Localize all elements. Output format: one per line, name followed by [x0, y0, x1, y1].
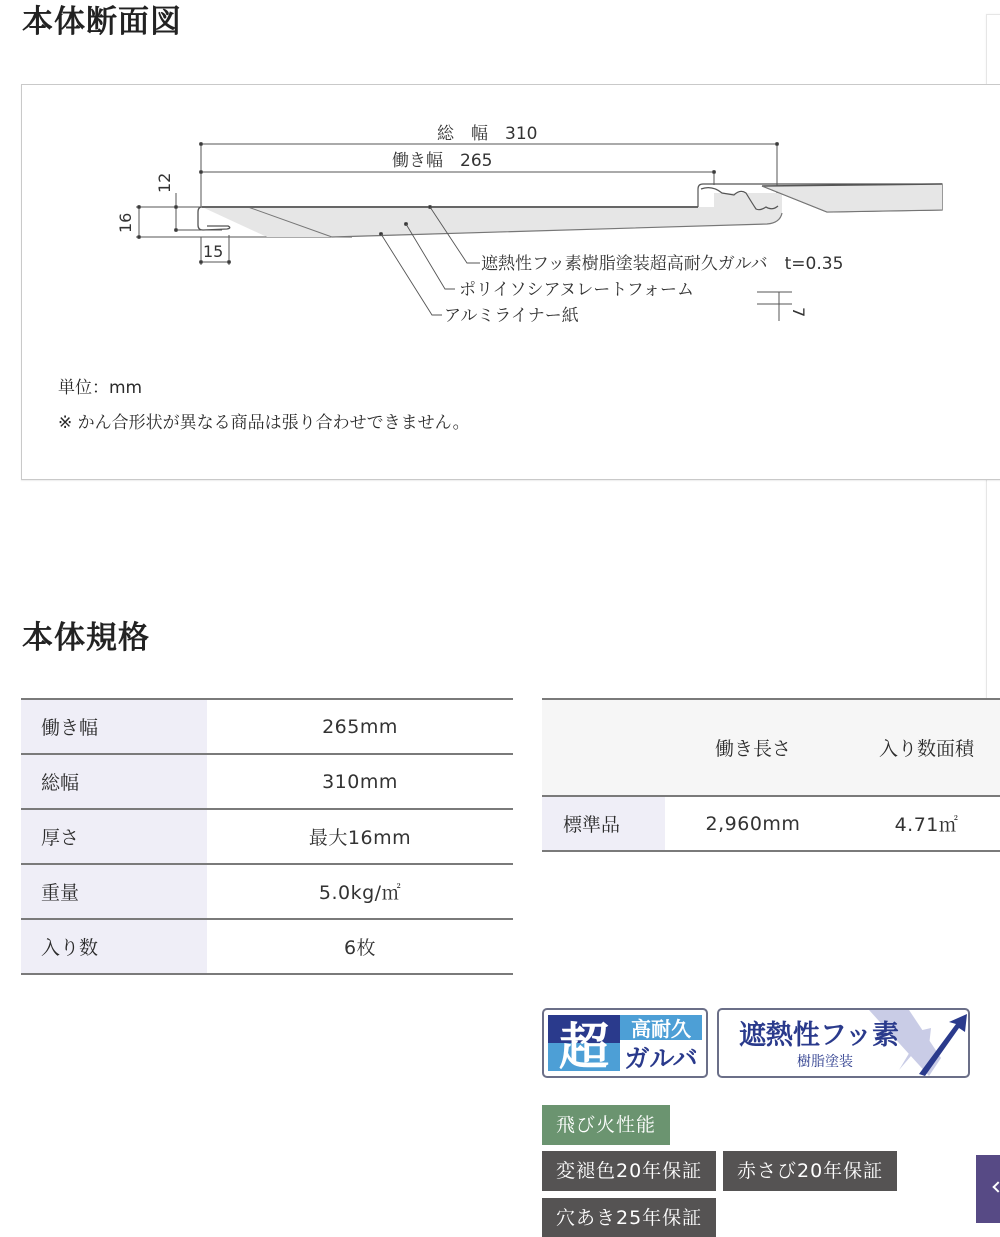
row-label: 入り数	[21, 919, 207, 974]
row-value: 5.0kg/㎡	[318, 882, 402, 904]
table-header-row	[542, 699, 1000, 796]
tag-red-rust-warranty: 赤さび20年保証	[723, 1151, 897, 1191]
header-working-length: 働き長さ	[714, 738, 791, 760]
dim-7-label: 7	[789, 307, 808, 318]
row-label: 働き幅	[21, 699, 207, 754]
tag-discoloration-warranty: 変褪色20年保証	[542, 1151, 716, 1191]
row-value: 最大16mm	[308, 827, 412, 849]
galva-logo-top: 高耐久	[631, 1017, 691, 1041]
working-width-label: 働き幅 265	[392, 151, 493, 171]
tag-fire-performance: 飛び火性能	[542, 1105, 670, 1145]
cross-section-title: 本体断面図	[22, 4, 182, 40]
unit-note: 単位：mm	[58, 378, 143, 398]
table-row	[21, 919, 513, 974]
row-value: 265mm	[322, 715, 398, 738]
chevron-up-icon	[992, 1181, 1000, 1192]
galva-logo-big: 超	[559, 1018, 609, 1076]
fluoro-logo-main: 遮熱性フッ素	[738, 1020, 900, 1051]
fluoro-logo-sub: 樹脂塗装	[797, 1054, 853, 1070]
back-to-top-button[interactable]	[976, 1155, 1000, 1223]
warning-note: ※ かん合形状が異なる商品は張り合わせできません。	[58, 413, 470, 433]
callout-foam: ポリイソシアヌレートフォーム	[459, 280, 694, 300]
galva-logo-bottom: ガルバ	[624, 1044, 698, 1073]
row-label: 総幅	[21, 754, 207, 809]
callout-liner: アルミライナー紙	[444, 306, 579, 326]
callout-coating: 遮熱性フッ素樹脂塗装超高耐久ガルバ t=0.35	[481, 254, 844, 274]
side-panel	[986, 440, 1000, 722]
table-row	[21, 699, 513, 754]
dim-15-label: 15	[203, 242, 224, 261]
row-label: 標準品	[542, 796, 665, 851]
fluoro-coating-logo	[717, 1008, 970, 1078]
dim-12-label: 12	[155, 172, 174, 193]
table-row	[542, 796, 1000, 851]
spec-table	[21, 698, 513, 975]
galva-logo	[542, 1008, 708, 1078]
cross-section-drawing	[22, 85, 1000, 345]
row-label: 重量	[21, 864, 207, 919]
table-row	[21, 754, 513, 809]
spec-title: 本体規格	[22, 620, 150, 656]
dim-16-label: 16	[116, 212, 135, 233]
row-label: 厚さ	[21, 809, 207, 864]
row-value: 310mm	[322, 770, 398, 793]
table-row	[21, 864, 513, 919]
row-value: 6枚	[343, 937, 377, 959]
header-empty	[542, 699, 665, 796]
total-width-label: 総 幅 310	[437, 124, 538, 144]
header-area: 入り数面積	[878, 738, 974, 760]
cross-section-diagram	[21, 84, 1000, 480]
length-table	[542, 698, 1000, 852]
row-length: 2,960mm	[705, 812, 801, 835]
table-row	[21, 809, 513, 864]
row-area: 4.71㎡	[894, 814, 959, 836]
tag-perforation-warranty: 穴あき25年保証	[542, 1198, 716, 1237]
